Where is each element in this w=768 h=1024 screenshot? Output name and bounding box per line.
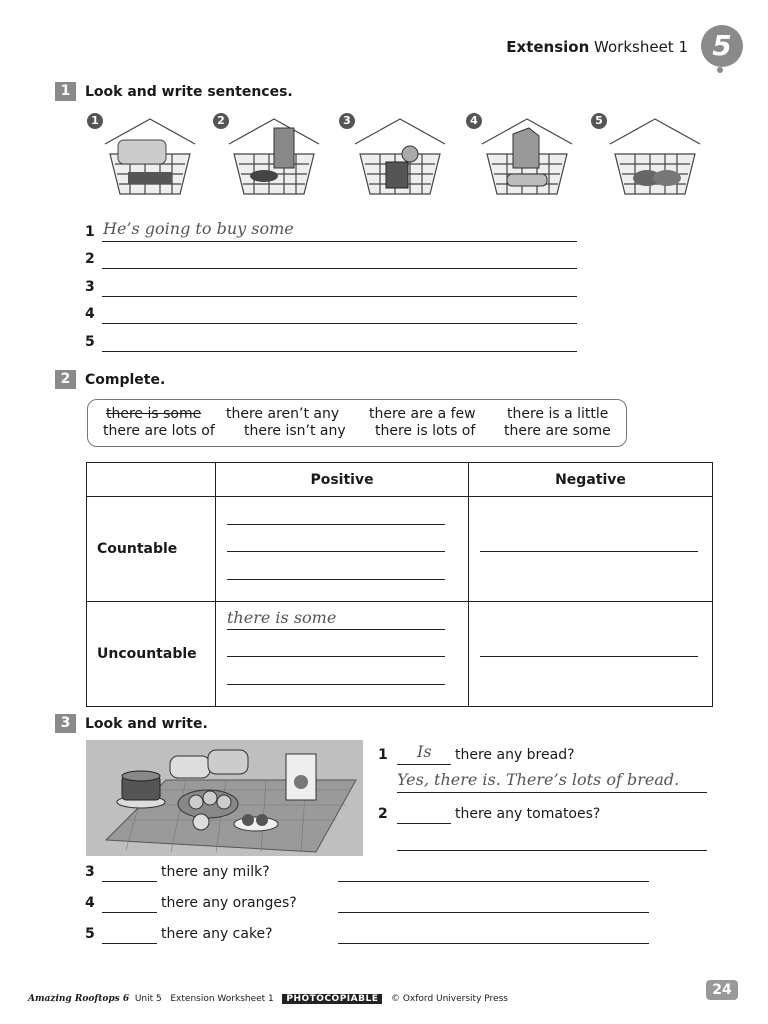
answer-line[interactable] (227, 550, 445, 552)
word-option: there is some (106, 406, 202, 422)
title-bold: Extension (506, 38, 590, 56)
line-number: 2 (85, 251, 95, 267)
example-answer: He’s going to buy some (103, 219, 294, 238)
answer-line[interactable] (227, 578, 445, 580)
answer-line-3[interactable] (102, 295, 577, 297)
title-rest: Worksheet 1 (589, 38, 688, 56)
question-text: there any milk? (161, 864, 270, 880)
picture-number: 2 (213, 113, 229, 129)
grammar-table (86, 462, 713, 707)
section-3-title: Look and write. (85, 716, 208, 732)
picture-number: 5 (591, 113, 607, 129)
blank-line[interactable] (102, 942, 157, 944)
example-answer: there is some (227, 608, 337, 627)
footer-publisher: © Oxford University Press (390, 994, 508, 1004)
cell-countable-positive (216, 497, 469, 602)
word-option: there isn’t any (244, 423, 346, 439)
section-2-title: Complete. (85, 372, 166, 388)
blank-line[interactable] (102, 911, 157, 913)
answer-line[interactable] (480, 655, 698, 657)
basket-juice-icon (224, 114, 324, 202)
blank-line[interactable] (102, 880, 157, 882)
section-1-title: Look and write sentences. (85, 84, 293, 100)
question-number: 5 (85, 926, 95, 942)
line-number: 1 (85, 224, 95, 240)
picture-number: 3 (339, 113, 355, 129)
question-number: 1 (378, 747, 388, 763)
answer-line[interactable] (227, 683, 445, 685)
question-number: 4 (85, 895, 95, 911)
section-2-number: 2 (55, 370, 76, 389)
line-number: 4 (85, 306, 95, 322)
section-3-number: 3 (55, 714, 76, 733)
answer-line[interactable] (227, 655, 445, 657)
footer-photocopiable: PHOTOCOPIABLE (282, 994, 382, 1004)
answer-line[interactable] (338, 880, 649, 882)
row-uncountable: Uncountable (87, 602, 216, 707)
table-corner (87, 463, 216, 497)
word-option: there is a little (507, 406, 609, 422)
question-number: 2 (378, 806, 388, 822)
basket-jam-icon (350, 114, 450, 202)
unit-badge: 5 (701, 25, 743, 67)
question-text: there any bread? (455, 747, 575, 763)
blank-answer: Is (417, 742, 432, 761)
footer-worksheet: Extension Worksheet 1 (170, 994, 274, 1004)
footer-brand: Amazing Rooftops 6 (28, 994, 130, 1004)
line-number: 3 (85, 279, 95, 295)
answer-line[interactable] (397, 791, 707, 793)
word-option: there are lots of (103, 423, 215, 439)
basket-bread-icon (100, 114, 200, 202)
answer-line[interactable] (397, 849, 707, 851)
basket-milk-icon (477, 114, 577, 202)
answer-line-1[interactable] (102, 240, 577, 242)
cell-uncountable-positive (216, 602, 469, 707)
blank-line[interactable] (397, 763, 451, 765)
col-positive: Positive (216, 463, 469, 497)
footer (28, 994, 508, 1004)
row-countable: Countable (87, 497, 216, 602)
basket-rolls-icon (605, 114, 705, 202)
question-text: there any oranges? (161, 895, 297, 911)
worksheet-title (506, 38, 688, 56)
answer-line-5[interactable] (102, 350, 577, 352)
col-negative: Negative (469, 463, 713, 497)
blank-line[interactable] (397, 822, 451, 824)
picnic-food-icon (86, 740, 363, 856)
word-option: there aren’t any (226, 406, 340, 422)
footer-unit: Unit 5 (134, 994, 162, 1004)
question-text: there any tomatoes? (455, 806, 601, 822)
answer-line[interactable] (480, 550, 698, 552)
word-option: there are some (504, 423, 611, 439)
answer-line-2[interactable] (102, 267, 577, 269)
picture-number: 4 (466, 113, 482, 129)
cell-uncountable-negative (469, 602, 713, 707)
word-option: there is lots of (375, 423, 476, 439)
answer-line[interactable] (338, 911, 649, 913)
picture-number: 1 (87, 113, 103, 129)
line-number: 5 (85, 334, 95, 350)
answer-line-4[interactable] (102, 322, 577, 324)
example-answer: Yes, there is. There’s lots of bread. (397, 770, 680, 789)
answer-line[interactable] (227, 523, 445, 525)
page-number: 24 (706, 980, 738, 1000)
question-number: 3 (85, 864, 95, 880)
picnic-picture (86, 740, 363, 856)
answer-line[interactable] (338, 942, 649, 944)
section-1-number: 1 (55, 82, 76, 101)
cell-countable-negative (469, 497, 713, 602)
word-option: there are a few (369, 406, 476, 422)
answer-line[interactable] (227, 628, 445, 630)
question-text: there any cake? (161, 926, 273, 942)
